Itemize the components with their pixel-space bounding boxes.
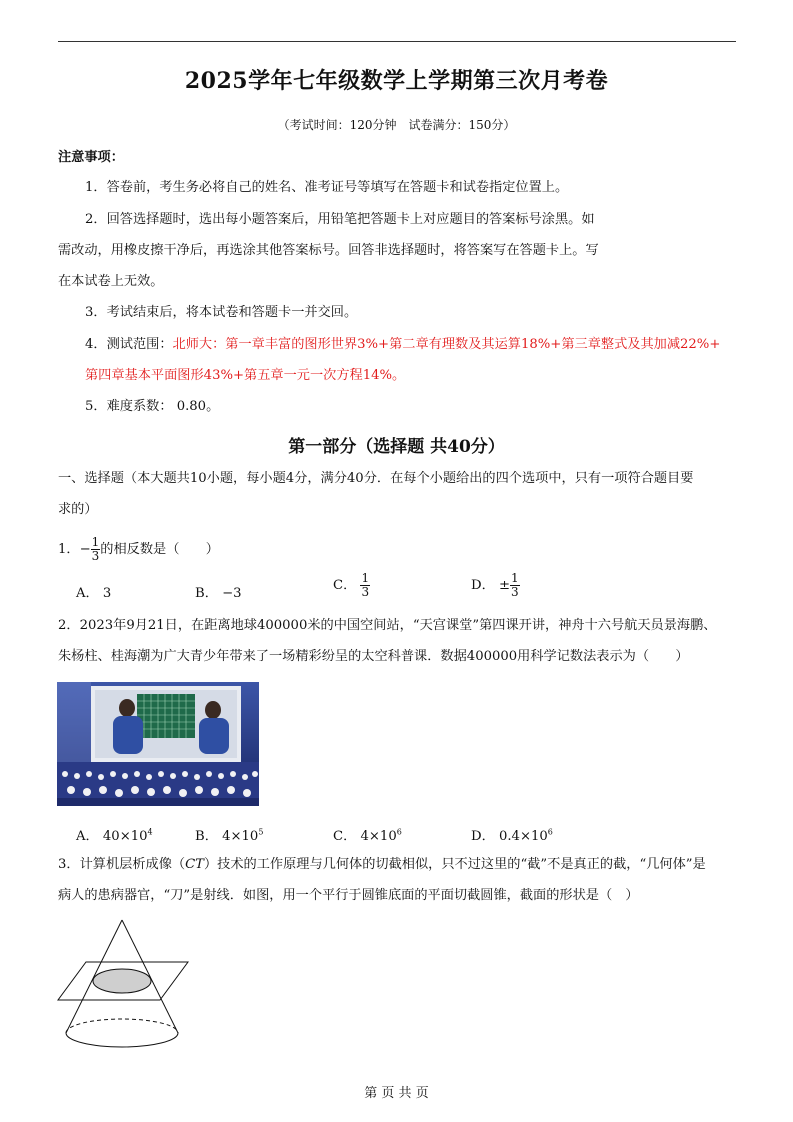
option-label: A．: [76, 829, 99, 844]
cone-section-diagram: [56, 916, 191, 1066]
question-1-option-c[interactable]: [333, 572, 370, 599]
option-label: B．: [195, 829, 218, 844]
question-2-line-2: 朱杨柱、桂海潮为广大青少年带来了一场精彩纷呈的太空科普课．数据400000用科学记数法表示为（ ）: [58, 649, 689, 664]
notice-item-3: 3．考试结束后，将本试卷和答题卡一并交回。: [85, 305, 358, 320]
notice-item-2-line-3: 在本试卷上无效。: [58, 274, 164, 289]
space-class-photo: [57, 682, 259, 806]
fraction-numerator: 1: [511, 571, 519, 585]
section-1-intro-line-2: 求的）: [58, 502, 98, 517]
question-3-text-b: ）技术的工作原理与几何体的切截相似，只不过这里的“截”不是真正的截，“几何体”是: [203, 857, 706, 872]
notice-item-5: 5．难度系数： 0.80。: [85, 399, 220, 414]
fraction-numerator: 1: [361, 571, 370, 585]
option-base: 4×10: [222, 829, 259, 844]
option-base: 4×10: [360, 829, 397, 844]
question-3-line-2: 病人的患病器官，“刀”是射线．如图，用一个平行于圆锥底面的平面切截圆锥，截面的形状是（ ）: [58, 888, 639, 903]
question-1-number: 1．: [58, 542, 80, 557]
question-3-line-1: [58, 856, 706, 874]
fraction-denominator: 3: [511, 585, 519, 599]
notice-item-4: [85, 336, 720, 354]
question-2-option-a[interactable]: [76, 825, 153, 844]
question-1-option-d[interactable]: [471, 572, 520, 599]
exam-subtitle: （考试时间：120分钟 试卷满分：150分）: [277, 118, 516, 132]
option-exponent: 6: [396, 827, 402, 837]
exam-title: 2025学年七年级数学上学期第三次月考卷: [184, 68, 609, 94]
notice-item-2-line-1: 2．回答选择题时，选出每小题答案后，用铅笔把答题卡上对应题目的答案标号涂黑。如: [85, 212, 595, 227]
notice-item-4-prefix: 4．测试范围：: [85, 337, 173, 352]
option-label: C．: [333, 578, 357, 593]
question-1-option-a[interactable]: A． 3: [76, 586, 112, 601]
top-rule: [58, 41, 736, 42]
option-exponent: 5: [258, 827, 264, 837]
notice-heading: 注意事项：: [58, 150, 124, 165]
option-exponent: 4: [147, 827, 153, 837]
notice-item-4-scope-line-2: 第四章基本平面图形43%+第五章一元一次方程14%。: [85, 368, 406, 383]
question-1-stem: [58, 536, 219, 563]
question-1-option-b[interactable]: B． −3: [195, 586, 242, 601]
option-label: C．: [333, 829, 357, 844]
option-label: D．: [471, 829, 495, 844]
option-label: D． ±: [471, 578, 511, 593]
fraction-numerator: 1: [91, 535, 100, 549]
question-1-suffix: 的相反数是（ ）: [100, 542, 219, 557]
fraction-denominator: 3: [91, 549, 100, 563]
question-1-fraction: [91, 536, 101, 563]
question-2-option-b[interactable]: [195, 825, 263, 844]
option-base: 40×10: [102, 829, 148, 844]
question-3-text-a: 3．计算机层析成像（: [58, 857, 186, 872]
option-base: 0.4×10: [498, 829, 548, 844]
question-2-line-1: 2．2023年9月21日，在距离地球400000米的中国空间站，“天宫课堂”第四课开讲，神舟十六号航天员景海鹏、: [58, 618, 717, 633]
section-1-intro-line-1: 一、选择题（本大题共10小题，每小题4分，满分40分．在每个小题给出的四个选项中，只有一项符合题目要: [58, 471, 694, 486]
question-2-option-d[interactable]: [471, 825, 553, 844]
notice-item-1: 1．答卷前，考生务必将自己的姓名、准考证号等填写在答题卡和试卷指定位置上。: [85, 180, 569, 195]
question-3-ct: CT: [185, 857, 204, 872]
fraction-denominator: 3: [361, 585, 370, 599]
page-footer: 第 页 共 页: [364, 1086, 429, 1101]
option-c-fraction: [360, 572, 370, 599]
notice-item-2-line-2: 需改动，用橡皮擦干净后，再选涂其他答案标号。回答非选择题时，将答案写在答题卡上。写: [58, 243, 599, 258]
section-1-title: 第一部分（选择题 共40分）: [288, 437, 505, 457]
option-exponent: 6: [547, 827, 553, 837]
question-2-option-c[interactable]: [333, 825, 402, 844]
option-d-fraction: [510, 572, 520, 599]
question-1-sign: −: [79, 542, 91, 557]
notice-item-4-scope: 北师大：第一章丰富的图形世界3%+第二章有理数及其运算18%+第三章整式及其加减22%+: [172, 337, 721, 352]
